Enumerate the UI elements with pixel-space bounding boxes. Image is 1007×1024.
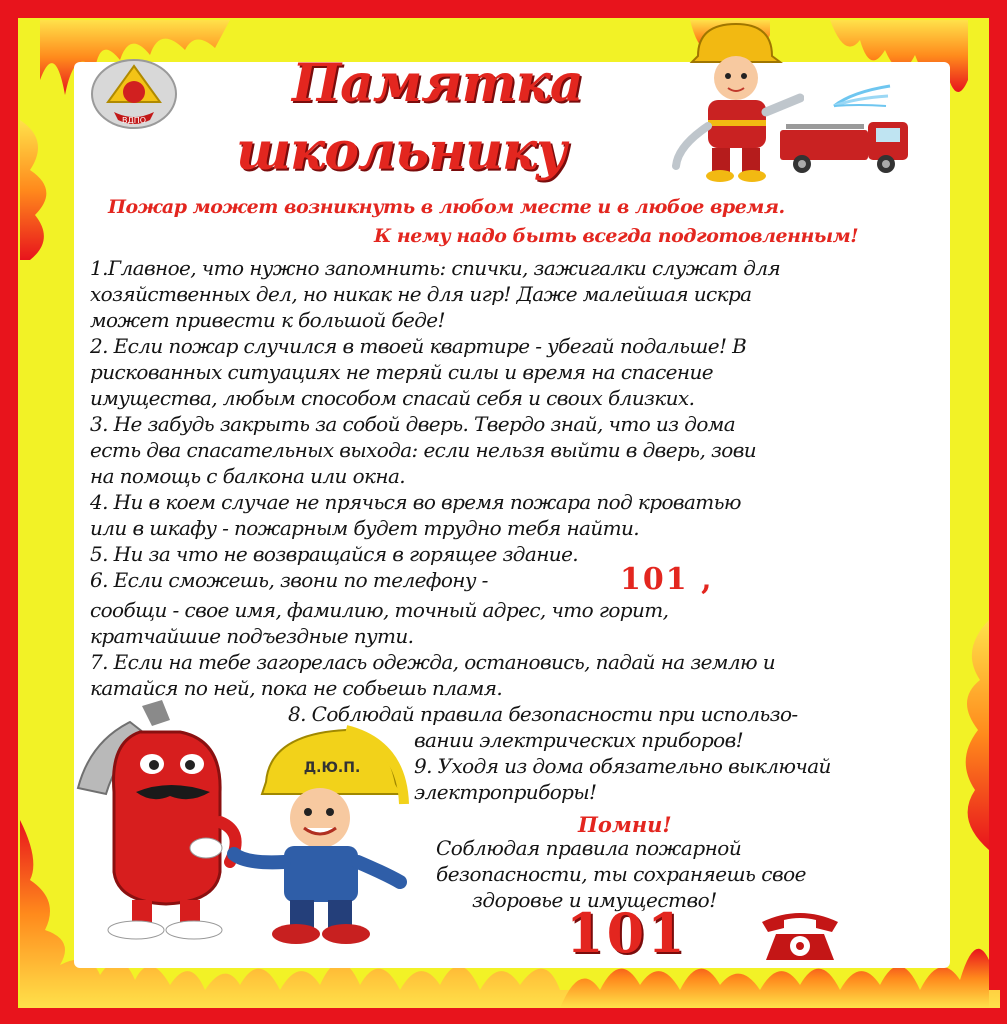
rule-line: электроприборы! [414,780,597,804]
remember-line: здоровье и имущество! [472,888,717,912]
rule-line: рискованных ситуациях не теряй силы и время на спасение [90,360,713,384]
subtitle-line-2: К нему надо быть всегда подготовленным! [374,225,859,247]
rule-line: может привести к большой беде! [90,308,445,332]
remember-line: Соблюдая правила пожарной [436,836,742,860]
remember-heading: Помни! [578,812,672,837]
rule-line: сообщи - свое имя, фамилию, точный адрес, что горит, [90,598,669,622]
remember-line: безопасности, ты сохраняешь свое [436,862,806,886]
rule-line: катайся по ней, пока не собьешь пламя. [90,676,503,700]
rule-line: 1.Главное, что нужно запомнить: спички, зажигалки служат для [90,256,781,280]
rule-line: 8. Соблюдай правила безопасности при использо- [288,702,798,726]
rule-line: 4. Ни в коем случае не прячься во время пожара под кроватью [90,490,741,514]
rule-line: хозяйственных дел, но никак не для игр! Даже малейшая искра [90,282,752,306]
rule-line: имущества, любым способом спасай себя и своих близких. [90,386,695,410]
rule-line: 7. Если на тебе загорелась одежда, остановись, падай на землю и [90,650,776,674]
water-spray-icon [832,82,892,112]
rule-line: 5. Ни за что не возвращайся в горящее здание. [90,542,579,566]
rule-line: вании электрических приборов! [414,728,744,752]
rule-line: или в шкафу - пожарным будет трудно тебя найти. [90,516,640,540]
fire-truck-icon [776,112,916,176]
subtitle-line-1: Пожар может возникнуть в любом месте и в любое время. [108,196,785,218]
telephone-icon [758,906,842,964]
helmet-badge: Д.Ю.П. [303,760,361,776]
rule-line: 9. Уходя из дома обязательно выключай [414,754,831,778]
emblem-text: ВДПО [121,116,147,125]
phone-number-inline: 101 , [620,562,714,597]
rule-line: есть два спасательных выхода: если нельзя выйти в дверь, зови [90,438,757,462]
young-firefighter-icon [226,724,416,954]
rule-line: кратчайшие подъездные пути. [90,624,414,648]
fire-emblem-icon [88,56,180,132]
rule-line: 2. Если пожар случился в твоей квартире - убегай подальше! В [90,334,747,358]
emergency-number: 101 [566,901,688,965]
rule-line: на помощь с балкона или окна. [90,464,406,488]
title-line-1: Памятка [292,53,583,114]
rule-line: 6. Если сможешь, звони по телефону - [90,568,488,592]
title-line-2: школьнику [236,121,567,182]
rule-line: 3. Не забудь закрыть за собой дверь. Твердо знай, что из дома [90,412,736,436]
